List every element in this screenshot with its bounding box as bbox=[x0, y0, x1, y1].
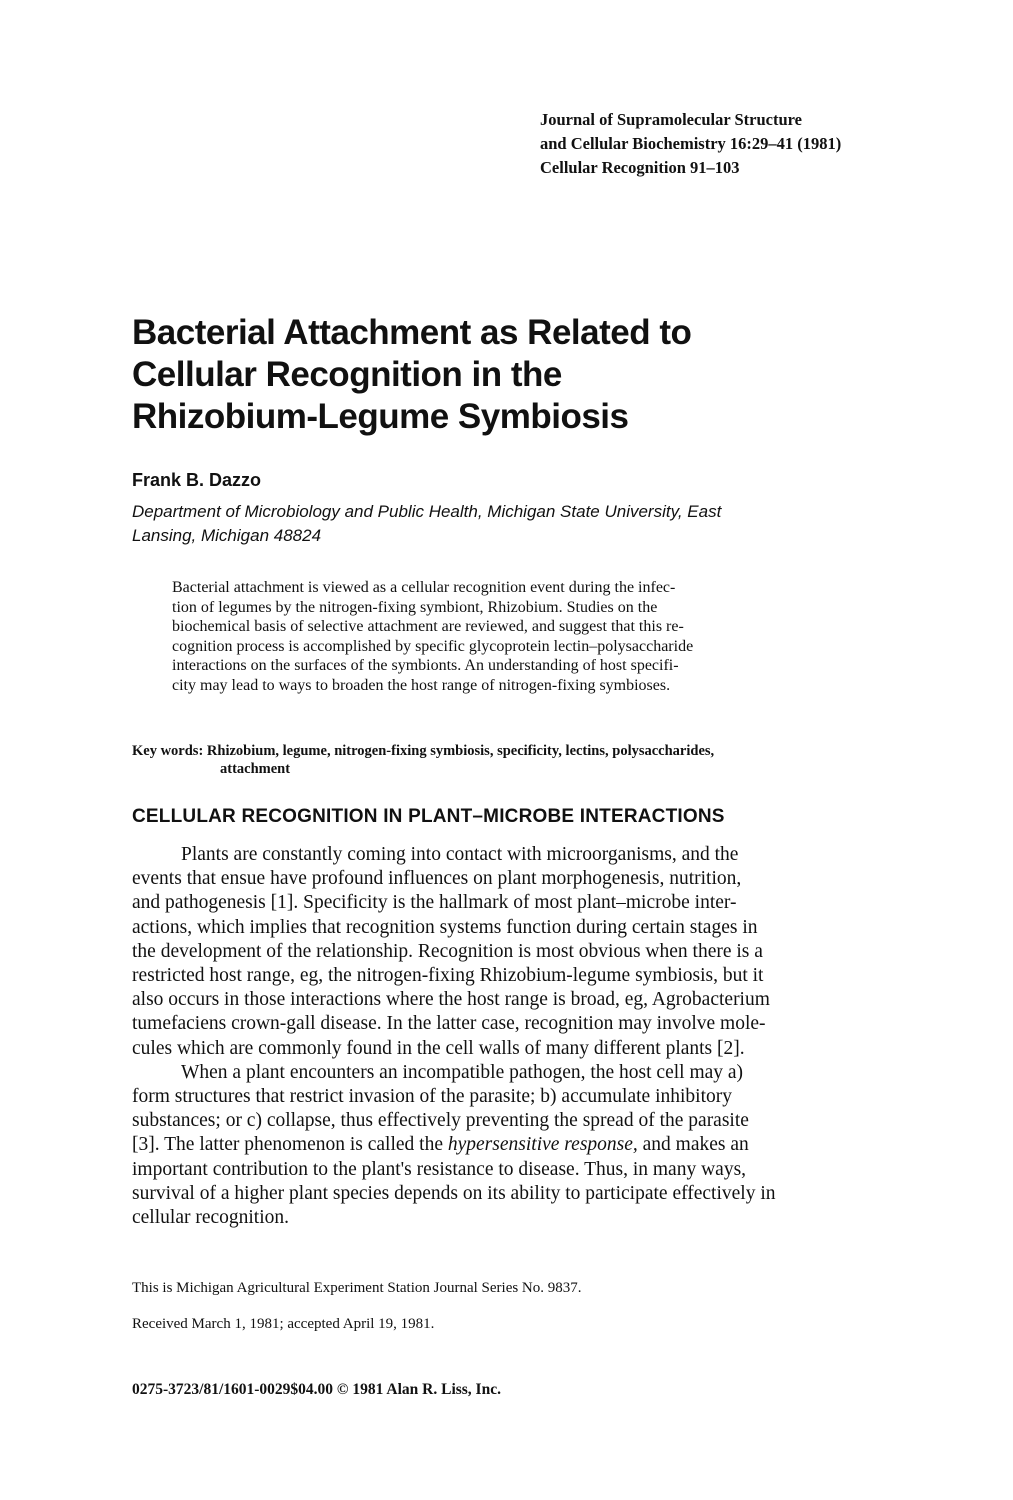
abstract-line: biochemical basis of selective attachment are reviewed, and suggest that this re- bbox=[172, 618, 684, 636]
section-heading: CELLULAR RECOGNITION IN PLANT–MICROBE INTERACTIONS bbox=[132, 806, 725, 827]
footnote-received: Received March 1, 1981; accepted April 19, 1981. bbox=[132, 1316, 435, 1332]
abstract bbox=[172, 578, 852, 696]
copyright-line: 0275-3723/81/1601-0029$04.00 © 1981 Alan R. Liss, Inc. bbox=[132, 1381, 501, 1398]
journal-header bbox=[540, 108, 980, 180]
abstract-line: cognition process is accomplished by specific glycoprotein lectin–polysaccharide bbox=[172, 637, 694, 655]
italic-term: hypersensitive response, bbox=[447, 1134, 638, 1156]
keywords-continuation: attachment bbox=[220, 761, 291, 777]
body-line: actions, which implies that recognition systems function during certain stages in bbox=[132, 916, 758, 938]
keywords-list: Rhizobium, legume, nitrogen-fixing symbiosis, specificity, lectins, polysaccharides, bbox=[206, 743, 715, 759]
affiliation-line: Lansing, Michigan 48824 bbox=[132, 526, 322, 545]
author-affiliation bbox=[132, 500, 852, 548]
body-line: form structures that restrict invasion of the parasite; b) accumulate inhibitory bbox=[132, 1086, 732, 1108]
journal-line: Cellular Recognition 91–103 bbox=[540, 158, 740, 177]
title-line: Cellular Recognition in the bbox=[132, 355, 562, 394]
body-text-run: and makes an bbox=[637, 1134, 749, 1156]
body-line: When a plant encounters an incompatible pathogen, the host cell may a) bbox=[181, 1061, 744, 1083]
footnote-station: This is Michigan Agricultural Experiment Station Journal Series No. 9837. bbox=[132, 1280, 582, 1296]
body-line: important contribution to the plant's resistance to disease. Thus, in many ways, bbox=[132, 1158, 747, 1180]
body-line: cules which are commonly found in the cell walls of many different plants [2]. bbox=[132, 1037, 745, 1059]
title-line: Rhizobium-Legume Symbiosis bbox=[132, 397, 629, 436]
article-title bbox=[132, 312, 932, 438]
body-text bbox=[132, 843, 892, 1230]
body-line: cellular recognition. bbox=[132, 1207, 290, 1229]
body-line: events that ensue have profound influences on plant morphogenesis, nutrition, bbox=[132, 868, 742, 890]
journal-line: and Cellular Biochemistry 16:29–41 (1981) bbox=[540, 134, 842, 153]
body-text-run: [3]. The latter phenomenon is called the bbox=[132, 1134, 448, 1156]
keywords bbox=[132, 742, 892, 778]
body-line: and pathogenesis [1]. Specificity is the hallmark of most plant–microbe inter- bbox=[132, 892, 737, 914]
abstract-line: interactions on the surfaces of the symbionts. An understanding of host specifi- bbox=[172, 657, 679, 675]
body-line: survival of a higher plant species depends on its ability to participate effectively in bbox=[132, 1182, 776, 1204]
body-line: tumefaciens crown-gall disease. In the latter case, recognition may involve mole- bbox=[132, 1013, 766, 1035]
keywords-label: Key words: bbox=[132, 743, 204, 759]
keywords-row bbox=[132, 742, 892, 760]
journal-line: Journal of Supramolecular Structure bbox=[540, 110, 803, 129]
body-line: restricted host range, eg, the nitrogen-fixing Rhizobium-legume symbiosis, but it bbox=[132, 965, 764, 987]
body-line: Plants are constantly coming into contact with microorganisms, and the bbox=[181, 844, 739, 865]
abstract-line: Bacterial attachment is viewed as a cellular recognition event during the infec- bbox=[172, 579, 676, 596]
abstract-line: tion of legumes by the nitrogen-fixing symbiont, Rhizobium. Studies on the bbox=[172, 598, 658, 616]
body-line bbox=[132, 1133, 892, 1157]
body-line: the development of the relationship. Recognition is most obvious when there is a bbox=[132, 940, 763, 962]
author-name: Frank B. Dazzo bbox=[132, 470, 262, 490]
body-line: substances; or c) collapse, thus effectively preventing the spread of the parasite bbox=[132, 1110, 749, 1132]
affiliation-line: Department of Microbiology and Public Health, Michigan State University, East bbox=[132, 502, 722, 521]
abstract-line: city may lead to ways to broaden the host range of nitrogen-fixing symbioses. bbox=[172, 676, 671, 694]
title-line: Bacterial Attachment as Related to bbox=[132, 313, 692, 352]
body-line: also occurs in those interactions where the host range is broad, eg, Agrobacterium bbox=[132, 989, 770, 1011]
